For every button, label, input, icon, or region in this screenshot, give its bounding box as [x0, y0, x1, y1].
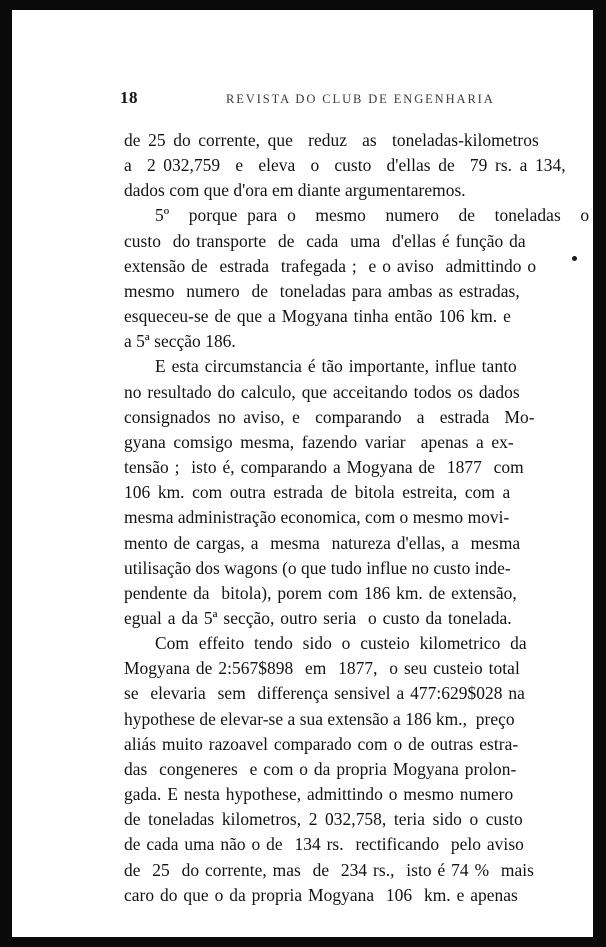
text-line: utilisação dos wagons (o que tudo influe no custo inde-: [124, 557, 511, 578]
text-line: 5º porque para o mesmo numero de toneladas o: [155, 205, 590, 226]
text-line: Mogyana de 2:567$898 em 1877, o seu custeio total: [124, 658, 520, 679]
text-line: pendente da bitola), porem com 186 km. de extensão,: [124, 582, 517, 603]
text-line: caro do que o da propria Mogyana 106 km. e apenas: [124, 884, 518, 905]
text-line: dados com que d'ora em diante argumentaremos.: [124, 180, 466, 201]
text-line: aliás muito razoavel comparado com o de outras estra-: [124, 733, 519, 754]
text-line: de cada uma não o de 134 rs. rectificando pelo aviso: [124, 834, 524, 855]
body-text-column: [124, 128, 590, 908]
text-line: esqueceu-se de que a Mogyana tinha então 106 km. e: [124, 306, 511, 327]
text-line: consignados no aviso, e comparando a estrada Mo-: [124, 406, 535, 427]
text-line: gyana comsigo mesma, fazendo variar apenas a ex-: [124, 431, 514, 452]
text-line: extensão de estrada trafegada ; e o aviso admittindo o: [124, 255, 537, 276]
text-line: custo do transporte de cada uma d'ellas é função da: [124, 230, 526, 251]
paragraph-2: [124, 203, 590, 354]
text-line: de 25 do corrente, que reduz as toneladas-kilometros: [124, 130, 539, 150]
text-line: mesmo numero de toneladas para ambas as estradas,: [124, 280, 520, 301]
text-line: a 2 032,759 e eleva o custo d'ellas de 79 rs. a 134,: [124, 155, 566, 176]
text-line: E esta circumstancia é tão importante, influe tanto: [155, 356, 517, 377]
text-line: das congeneres e com o da propria Mogyana prolon-: [124, 758, 517, 779]
text-line: de toneladas kilometros, 2 032,758, teria sido o custo: [124, 809, 523, 830]
text-line: mento de cargas, a mesma natureza d'ellas, a mesma: [124, 532, 521, 553]
text-line: mesma administração economica, com o mesmo movi-: [124, 507, 510, 528]
text-line: tensão ; isto é, comparando a Mogyana de 1877 com: [124, 457, 524, 478]
text-line: 106 km. com outra estrada de bitola estreita, com a: [124, 482, 511, 503]
text-line: no resultado do calculo, que acceitando todos os dados: [124, 381, 520, 402]
text-line: gada. E nesta hypothese, admittindo o mesmo numero: [124, 784, 514, 805]
document-page: [12, 10, 593, 937]
paragraph-1: [124, 128, 579, 203]
running-head: [12, 88, 593, 110]
page-number: 18: [120, 88, 138, 107]
ink-speck-artifact: [572, 256, 577, 261]
text-line: de 25 do corrente, mas de 234 rs., isto é 74 % mais: [124, 859, 534, 880]
text-line: se elevaria sem differença sensivel a 477:629$028 na: [124, 683, 525, 704]
journal-title: REVISTA DO CLUB DE ENGENHARIA: [226, 92, 495, 106]
paragraph-4: [124, 631, 579, 908]
text-line: egual a da 5ª secção, outro seria o custo da tonelada.: [124, 607, 512, 628]
text-line: hypothese de elevar-se a sua extensão a 186 km., preço: [124, 708, 515, 729]
paragraph-3: [124, 354, 579, 631]
text-line: a 5ª secção 186.: [124, 331, 236, 352]
text-line: Com effeito tendo sido o custeio kilometrico da: [155, 633, 527, 654]
